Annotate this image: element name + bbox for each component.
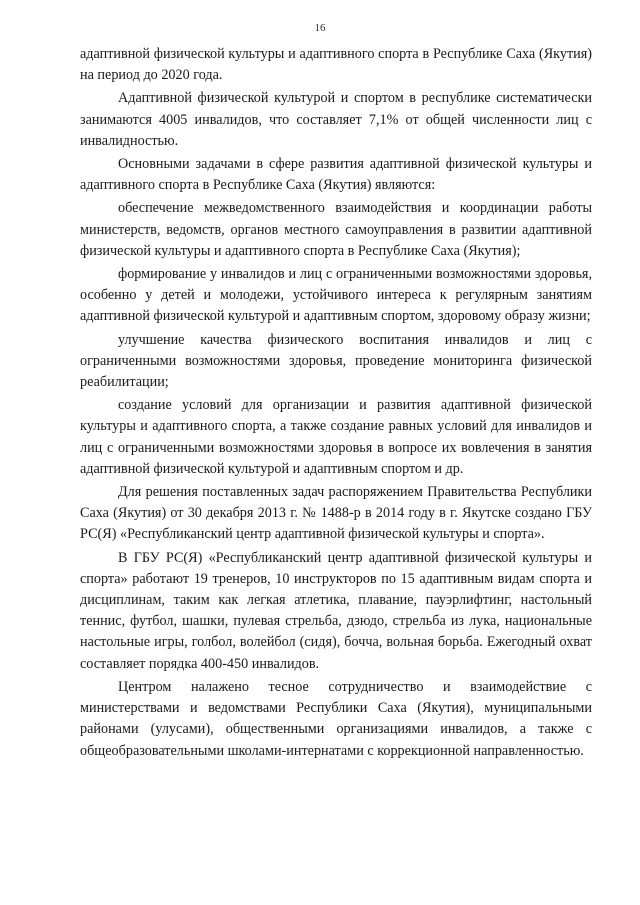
paragraph-task-coordination: обеспечение межведомственного взаимодействия и координации работы министерств, ведомств, органов местного самоуправления в развитии адаптивной физической культуры и адаптивного спорта в Республике Саха (Якутия); [80,200,592,259]
paragraph-task-interest: формирование у инвалидов и лиц с ограниченными возможностями здоровья, особенно у детей и молодежи, устойчивого интереса к регулярным занятиям адаптивной физической культурой и адаптивным спортом, здоровому образу жизни; [80,266,592,325]
page-number: 16 [314,22,326,34]
paragraph-statistics: Адаптивной физической культурой и спортом в республике систематически занимаются 4005 инвалидов, что составляет 7,1% от общей численности лиц с инвалидностью. [80,90,592,149]
page-body [80,44,592,764]
paragraph-tasks-intro: Основными задачами в сфере развития адаптивной физической культуры и адаптивного спорта в Республике Саха (Якутия) являются: [80,156,592,194]
paragraph-center-staff: В ГБУ РС(Я) «Республиканский центр адаптивной физической культуры и спорта» работают 19 тренеров, 10 инструкторов по 15 адаптивным видам спорта и дисциплинам, таким как легкая атлетика, плавание, пауэрлифтинг, настольный теннис, футбол, шашки, пулевая стрельба, дзюдо, стрельба из лука, национальные настольные игры, голбол, волейбол (сидя), бочча, вольная борьба. Ежегодный охват составляет порядка 400-450 инвалидов. [80,549,592,672]
paragraph-center-creation: Для решения поставленных задач распоряжением Правительства Республики Саха (Якутия) от 30 декабря 2013 г. № 1488-р в 2014 году в г. Якутске создано ГБУ РС(Я) «Республиканский центр адаптивной физической культуры и спорта». [80,484,592,543]
paragraph-continuation: адаптивной физической культуры и адаптивного спорта в Республике Саха (Якутия) на период до 2020 года. [80,46,592,84]
paragraph-task-conditions: создание условий для организации и развития адаптивной физической культуры и адаптивного спорта, а также создание равных условий для инвалидов и лиц с ограниченными возможностями здоровья в вопросе их вовлечения в занятия адаптивной физической культурой и адаптивным спортом и др. [80,397,592,477]
paragraph-task-quality: улучшение качества физического воспитания инвалидов и лиц с ограниченными возможностями здоровья, проведение мониторинга физической реабилитации; [80,331,592,391]
paragraph-cooperation: Центром налажено тесное сотрудничество и взаимодействие с министерствами и ведомствами Республики Саха (Якутия), муниципальными районами (улусами), общественными организациями инвалидов, а также с общеобразовательными школами-интернатами с коррекционной направленностью. [80,678,592,759]
